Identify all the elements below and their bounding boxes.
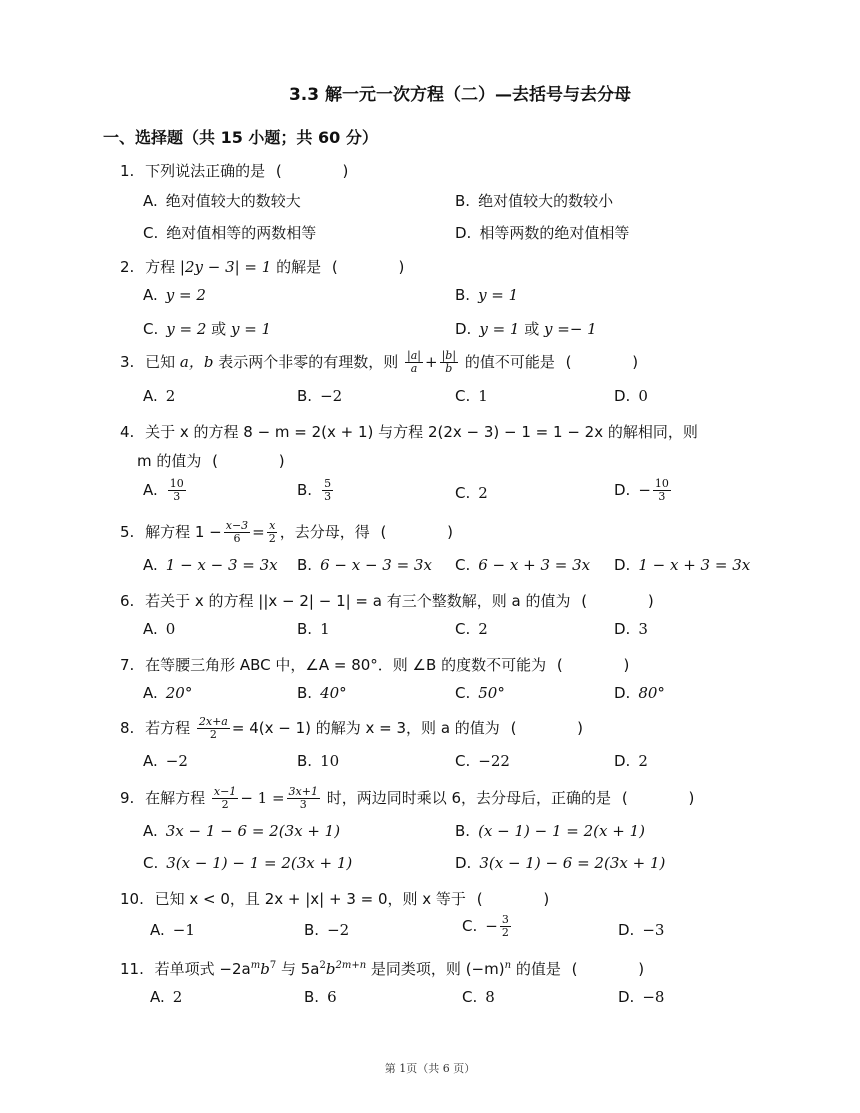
option-text: −8 [642,988,665,1006]
answer-bracket: ( ) [571,960,673,978]
option-d [614,752,648,770]
option-label: C. [143,224,159,242]
question-number: 6. [120,592,135,610]
option-b [297,556,432,574]
question-text: 关于 x 的方程 8 − m = 2(x + 1) 与方程 2(2x − 3) − 1 = 1 − 2x 的解相同，则 [145,423,698,441]
question-number: 2. [120,258,135,276]
option-text: 10 [320,752,340,770]
option-d [455,854,665,872]
denominator: 3 [173,490,181,503]
fraction [440,350,458,375]
option-text: 1 [320,620,330,638]
question-number: 1. [120,162,135,180]
option-a [150,988,182,1006]
option-label: D. [614,620,631,638]
exponent: n [504,960,512,971]
option-a [143,822,340,840]
option-text: 绝对值相等的两数相等 [166,224,317,242]
option-label: A. [143,387,158,405]
numerator: 3x+1 [288,785,318,798]
option-text: 3x − 1 − 6 = 2(3x + 1) [165,822,341,840]
option-text: 6 [327,988,337,1006]
option-label: D. [455,224,472,242]
question-text: 的值不可能是 [464,353,555,371]
option-text: 6 − x − 3 = 3x [320,556,432,574]
question-number: 8. [120,719,135,737]
option-b [297,478,335,503]
equation: − 1 = [240,789,285,807]
option-text: 相等两数的绝对值相等 [479,224,630,242]
option-label: D. [614,481,631,499]
option-b [304,921,349,939]
option-label: A. [143,752,158,770]
option-b [304,988,337,1006]
question-text: 的值是 [515,960,561,978]
option-label: D. [618,921,635,939]
question-text: 方程 [145,258,176,276]
page-footer: 第 1页（共 6 页） [384,1062,476,1075]
option-label: B. [297,481,313,499]
question-stem: 在等腰三角形 ABC 中，∠A = 80°．则 ∠B 的度数不可能为 [145,656,547,674]
fraction [267,520,278,545]
option-text: 1 − x + 3 = 3x [638,556,751,574]
option-b [297,684,347,702]
option-label: B. [297,684,313,702]
option-text: y =− 1 [544,320,597,338]
option-text: 2 [165,387,176,405]
option-c [455,484,488,502]
option-label: C. [455,484,471,502]
answer-bracket: ( ) [476,890,578,908]
question-number: 5. [120,523,135,541]
option-label: B. [297,556,313,574]
question-text: ，去分母，得 [279,523,370,541]
option-b [297,620,330,638]
fraction [197,716,230,741]
denominator: 3 [658,490,666,503]
fraction [405,350,423,375]
option-a [143,752,188,770]
denominator: 2 [501,926,509,939]
option-text: 绝对值较大的数较小 [478,192,614,210]
question-stem: 若关于 x 的方程 ||x − 2| − 1| = a 有三个整数解，则 a 的值为 [145,592,571,610]
option-label: D. [455,320,472,338]
option-text: 绝对值较大的数较大 [165,192,301,210]
question-text: 在解方程 [145,789,206,807]
denominator: 2 [221,798,229,811]
option-text: y = 2 [166,320,207,338]
answer-bracket: ( ) [565,353,667,371]
denominator: 3 [299,798,307,811]
option-text: −3 [642,921,665,939]
option-label: A. [150,988,165,1006]
variable: b [325,960,336,978]
option-d [614,684,665,702]
question-5 [120,520,481,545]
numerator: x−1 [213,785,237,798]
option-c [455,620,488,638]
option-label: A. [143,556,158,574]
option-text: 6 − x + 3 = 3x [478,556,591,574]
numerator: 5 [324,477,332,490]
option-text: −2 [165,752,188,770]
denominator: 6 [233,532,241,545]
option-a [143,387,175,405]
option-text: 80° [638,684,665,702]
question-3 [120,350,666,375]
option-d [618,988,664,1006]
exponent: 2m+n [335,960,367,971]
denominator: b [445,362,453,375]
option-b [455,822,645,840]
option-text: −2 [327,921,350,939]
option-label: C. [455,620,471,638]
question-text: 与 5a [280,960,320,978]
question-text: = 4(x − 1) 的解为 x = 3，则 a 的值为 [231,719,500,737]
option-d [614,478,673,503]
option-text: 2 [638,752,648,770]
fraction [224,520,250,545]
option-label: D. [614,556,631,574]
option-text: y = 1 [478,286,519,304]
equation: |2y − 3| = 1 [179,258,272,276]
option-label: D. [618,988,635,1006]
fraction [322,478,333,503]
fraction [653,478,671,503]
option-label: D. [455,854,472,872]
section-heading: 一、选择题（共 15 小题；共 60 分） [103,128,378,147]
numerator: 10 [654,477,669,490]
exponent: m [250,960,261,971]
question-text: 时，两边同时乘以 6，去分母后，正确的是 [326,789,612,807]
answer-bracket: ( ) [275,162,377,180]
option-text: 3 [638,620,648,638]
option-a [143,286,206,304]
option-c [143,318,271,339]
option-c [455,556,590,574]
question-7 [120,654,657,675]
question-1 [120,160,376,181]
option-label: C. [455,387,471,405]
question-4-continued [137,450,313,471]
question-number: 10. [120,890,144,908]
numerator: x−3 [225,519,249,532]
option-label: A. [143,192,158,210]
option-label: D. [614,684,631,702]
option-text: 3(x − 1) − 6 = 2(3x + 1) [479,854,666,872]
option-b [297,752,339,770]
answer-bracket: ( ) [212,452,313,470]
question-8 [120,716,611,741]
option-label: C. [462,917,478,935]
answer-bracket: ( ) [621,789,723,807]
option-label: C. [455,556,471,574]
option-c [462,988,495,1006]
denominator: a [410,362,418,375]
numerator: x [269,519,276,532]
option-c [455,684,505,702]
option-text: 3(x − 1) − 1 = 2(3x + 1) [166,854,353,872]
option-text: 0 [165,620,176,638]
numerator: 10 [169,477,184,490]
option-a [150,921,195,939]
option-d [614,620,648,638]
answer-bracket: ( ) [331,258,433,276]
option-c [455,752,510,770]
option-d [455,222,629,243]
option-label: C. [455,752,471,770]
option-label: A. [143,684,158,702]
option-text: 2 [172,988,183,1006]
option-text: −1 [172,921,195,939]
option-a [143,190,301,211]
option-label: B. [297,620,313,638]
variables: a，b [179,353,214,371]
option-label: C. [143,854,159,872]
option-text: 2 [478,484,488,502]
question-9 [120,786,722,811]
question-number: 4. [120,423,135,441]
option-label: B. [297,752,313,770]
fraction [168,478,186,503]
option-b [455,190,613,211]
fraction [287,786,320,811]
option-d [614,387,648,405]
denominator: 3 [324,490,332,503]
answer-bracket: ( ) [510,719,612,737]
question-number: 9. [120,789,135,807]
question-text: 若单项式 −2a [154,960,251,978]
option-a [143,684,192,702]
question-2 [120,256,432,277]
option-text: 或 [524,320,540,338]
option-text: 或 [211,320,227,338]
option-text: y = 1 [479,320,520,338]
option-label: B. [304,988,320,1006]
question-text: m 的值为 [137,452,202,470]
page-title: 3.3 解一元一次方程（二）—去括号与去分母 [288,85,632,105]
answer-bracket: ( ) [380,523,482,541]
option-text: 2 [478,620,488,638]
option-text: y = 2 [165,286,206,304]
question-text: 表示两个非零的有理数，则 [218,353,399,371]
option-label: A. [143,286,158,304]
option-text: 0 [638,387,648,405]
option-label: D. [614,387,631,405]
option-a [143,556,278,574]
option-label: B. [455,192,471,210]
answer-bracket: ( ) [556,656,658,674]
question-stem: 下列说法正确的是 [145,162,266,180]
option-text: 20° [165,684,193,702]
option-label: C. [143,320,159,338]
answer-bracket: ( ) [581,592,682,610]
question-stem: 已知 x < 0，且 2x + |x| + 3 = 0，则 x 等于 [154,890,466,908]
variable: b [260,960,270,978]
option-text: (x − 1) − 1 = 2(x + 1) [478,822,645,840]
denominator: 2 [209,728,217,741]
option-text: −22 [478,752,510,770]
option-d [614,556,750,574]
option-label: C. [462,988,478,1006]
fraction [500,914,511,939]
option-label: B. [304,921,320,939]
question-text: 是同类项，则 (−m) [370,960,505,978]
fraction [212,786,238,811]
option-c [462,914,513,939]
option-c [143,854,352,872]
numerator: |b| [441,349,457,362]
option-c [455,387,488,405]
question-number: 7. [120,656,135,674]
question-text: 的解是 [276,258,322,276]
numerator: |a| [407,349,421,362]
option-label: C. [455,684,471,702]
option-label: B. [297,387,313,405]
option-c [143,222,316,243]
question-11 [120,958,672,979]
option-text: 1 [478,387,488,405]
plus-sign: + [425,353,438,371]
question-number: 3. [120,353,135,371]
option-text: y = 1 [230,320,272,338]
question-6 [120,590,682,611]
option-d [618,921,664,939]
question-text: 解方程 1 − [145,523,222,541]
question-10 [120,888,577,909]
option-text: 50° [478,684,505,702]
question-text: 若方程 [145,719,191,737]
numerator: 2x+a [198,715,228,728]
option-label: B. [455,822,471,840]
numerator: 3 [501,913,509,926]
option-text: −2 [320,387,343,405]
minus-sign: − [638,481,651,499]
option-d [455,318,597,339]
option-b [297,387,342,405]
equals-sign: = [252,523,265,541]
option-label: A. [143,620,158,638]
option-a [143,620,175,638]
option-label: A. [150,921,165,939]
option-b [455,286,518,304]
option-a [143,478,188,503]
option-text: 1 − x − 3 = 3x [165,556,278,574]
question-text: 已知 [145,353,176,371]
option-text: 8 [485,988,495,1006]
option-label: B. [455,286,471,304]
minus-sign: − [485,917,498,935]
question-number: 11. [120,960,144,978]
question-4 [120,421,698,442]
exponent: 2 [319,960,326,971]
option-label: A. [143,822,158,840]
denominator: 2 [268,532,276,545]
option-label: D. [614,752,631,770]
option-label: A. [143,481,158,499]
exponent: 7 [269,960,277,971]
option-text: 40° [320,684,347,702]
